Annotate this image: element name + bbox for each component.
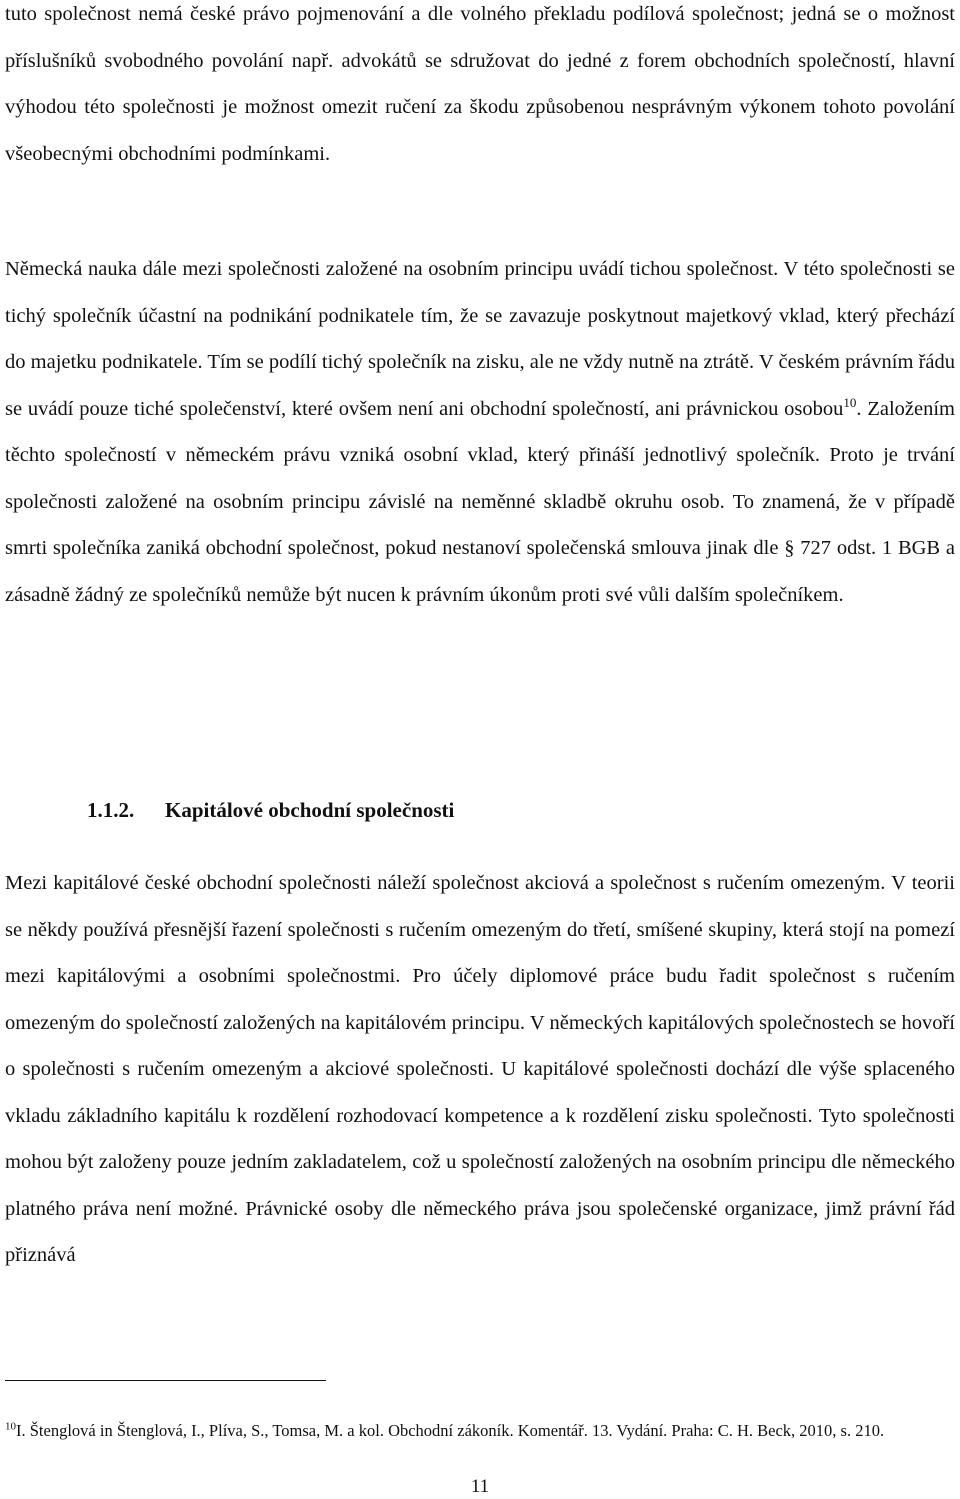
footnote-text: I. Štenglová in Štenglová, I., Plíva, S., Tomsa, M. a kol. Obchodní zákoník. Komentář. 13. Vydání. Praha: C. H. Beck, 2010, s. 210.: [16, 1421, 885, 1440]
page-number: 11: [470, 1476, 490, 1497]
footnote-number: 10: [5, 1420, 16, 1433]
section-title: Kapitálové obchodní společnosti: [165, 798, 455, 822]
paragraph-capital-companies: Mezi kapitálové české obchodní společnosti náleží společnost akciová a společnost s ručením omezeným. V teorii se někdy používá přesnější řazení společnosti s ručením omezeným do třetí, smíšené skupiny, která stojí na pomezí mezi kapitálovými a osobními společnostmi. Pro účely diplomové práce budu řadit společnost s ručením omezeným do společností založených na kapitálovém principu. V německých kapitálových společnostech se hovoří o společnosti s ručením omezeným a akciové společnosti. U kapitálové společnosti dochází dle výše splaceného vkladu základního kapitálu k rozdělení rozhodovací kompetence a k rozdělení zisku společnosti. Tyto společnosti mohou být založeny pouze jedním zakladatelem, což u společností založených na osobním principu dle německého platného práva není možné. Právnické osoby dle německého práva jsou společenské organizace, jimž právní řád přiznává: [5, 872, 955, 1266]
paragraph-text: Německá nauka dále mezi společnosti založené na osobním principu uvádí tichou společnost. V této společnosti se tichý společník účastní na podnikání podnikatele tím, že se zavazuje poskytnout majetkový vklad, který přechází do majetku podnikatele. Tím se podílí tichý společník na zisku, ale ne vždy nutně na ztrátě. V českém právním řádu se uvádí pouze tiché společenství, které ovšem není ani obchodní společností, ani právnickou osobou: [5, 258, 955, 420]
section-number: 1.1.2.: [87, 798, 135, 822]
paragraph-partnership-company: tuto společnost nemá české právo pojmenování a dle volného překladu podílová společnost; jedná se o možnost příslušníků svobodného povolání např. advokátů se sdružovat do jedné z forem obchodních společností, hlavní výhodou této společnosti je možnost omezit ručení za škodu způsobenou nesprávným výkonem tohoto povolání všeobecnými obchodními podmínkami.: [5, 3, 955, 165]
footnote: [5, 1419, 955, 1443]
footnote-separator: [5, 1380, 326, 1381]
section-heading: [87, 790, 454, 830]
paragraph-silent-partnership: [5, 246, 955, 618]
footnote-reference[interactable]: 10: [843, 394, 857, 410]
paragraph-text: . Založením těchto společností v německém právu vzniká osobní vklad, který přináší jednotlivý společník. Proto je trvání společnosti založené na osobním principu závislé na neměnné skladbě okruhu osob. To znamená, že v případě smrti společníka zaniká obchodní společnost, pokud nestanoví společenská smlouva jinak dle § 727 odst. 1 BGB a zásadně žádný ze společníků nemůže být nucen k právním úkonům proti své vůli dalším společníkem.: [5, 397, 955, 606]
